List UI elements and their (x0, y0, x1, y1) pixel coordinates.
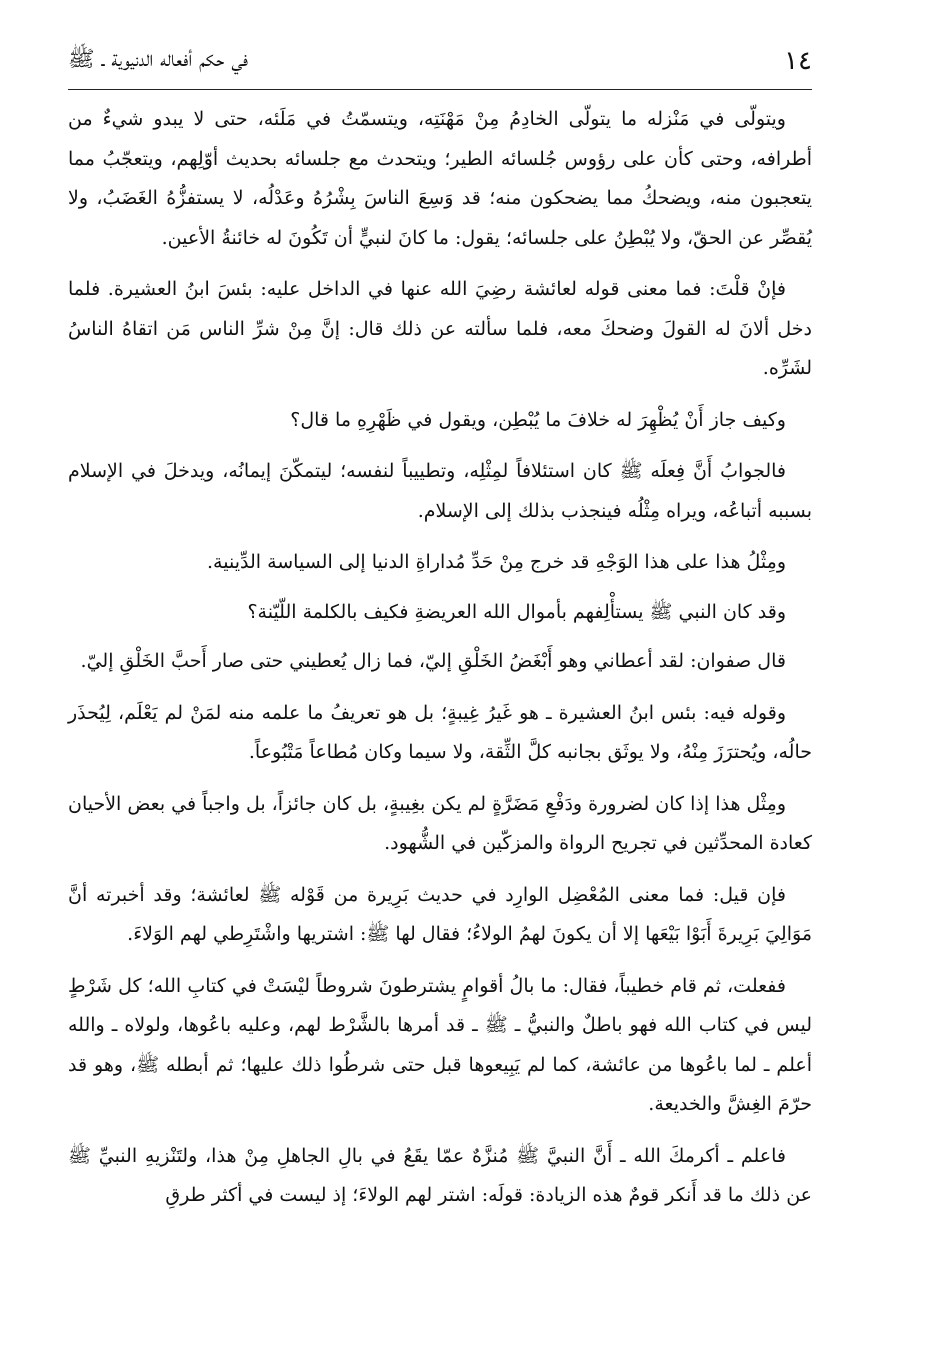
page-number: ١٤ (784, 46, 812, 76)
paragraph: وقوله فيه: بئس ابنُ العشيرة ـ هو غَيرُ غِيبةٍ؛ بل هو تعريفُ ما علمه منه لمَنْ لم يَعْلَم، لِيُحذَر حالُه، ويُحترَزَ مِنْهُ، ولا يوثَق بجانبه كلَّ الثِّقة، ولا سيما وكان مُطاعاً مَتْبُوعاً. (68, 701, 812, 763)
header-divider (68, 89, 812, 90)
paragraph: ومِثْل هذا إذا كان لضرورة ودَفْعِ مَضَرَّةٍ لم يكن بغِيبةٍ، بل كان جائزاً، بل واجباً في بعض الأحيان كعادة المحدِّثين في تجريح الرواة والمزكّين في الشُّهود. (68, 792, 812, 854)
paragraph: فإن قيل: فما معنى المُعْضِل الوارِد في حديث بَرِيرة من قَوْله ﷺ لعائشة؛ وقد أخبرته أنَّ مَوَالِيَ بَرِيرةَ أَبَوْا بَيْعَها إلا أن يكونَ لهمُ الولاءُ؛ فقال لها ﷺ: اشتريها واشْتَرِطي لهم الوَلاءَ. (68, 883, 812, 945)
paragraph: فاعلم ـ أكرمكَ الله ـ أَنَّ النبيَّ ﷺ مُنزَّهٌ عمّا يقَعُ في بالِ الجاهلِ مِنْ هذا، ولتَنْزيهِ النبيِّ ﷺ عن ذلك ما قد أَنكر قومٌ هذه الزيادة: قولَه: اشتر لهم الولاءَ؛ إذ ليست في أكثر طرقِ (68, 1144, 812, 1206)
page-body (68, 100, 812, 1228)
paragraph: قال صفوان: لقد أعطاني وهو أَبْغَضُ الخَلْقِ إليّ، فما زال يُعطيني حتى صار أَحبَّ الخَلْقِ إليّ. (80, 650, 786, 672)
paragraph: ويتولّى في مَنْزله ما يتولّى الخادِمُ مِنْ مَهْنَتِه، ويتسمّتُ في مَلَئه، حتى لا يبدو شيءٌ من أطرافه، وحتى كأن على رؤوس جُلسائه الطير؛ ويتحدث مع جلسائه بحديث أوّلِهم، ويتعجّبُ مما يتعجبون منه، ويضحكُ مما يضحكون منه؛ قد وَسِعَ الناسَ بِشْرُهُ وعَدْلُه، لا يستفزُّهُ الغَضَبُ، ولا يُقصِّر عن الحقّ، ولا يُبْطِنُ على جلسائه؛ يقول: ما كانَ لنبيٍّ أن تَكُونَ له خائنةُ الأعين. (68, 108, 812, 249)
running-title: في حكم أفعاله الدنيوية ـ ﷺ (68, 47, 249, 72)
paragraph: وكيف جاز أَنْ يُظْهِرَ له خلافَ ما يُبْطِن، ويقول في ظَهْرِهِ ما قال؟ (290, 408, 786, 431)
paragraph: فإنْ قلْتَ: فما معنى قوله لعائشة رضِيَ الله عنها في الداخل عليه: بئسَ ابنُ العشيرة. فلما دخل ألانَ له القولَ وضحكَ معه، فلما سألته عن ذلك قال: إنَّ مِنْ شرِّ الناس مَن اتقاهُ الناسُ لشَرِّه. (68, 278, 812, 379)
paragraph: فالجوابُ أَنَّ فِعلَه ﷺ كان استئلافاً لمِثْلِه، وتطييباً لنفسه؛ ليتمكّنَ إيمانُه، ويدخلَ في الإسلام بسببه أتباعُه، ويراه مِثْلُه فينجذب بذلك إلى الإسلام. (68, 460, 812, 522)
paragraph: ومِثْلُ هذا على هذا الوَجْهِ قد خرج مِنْ حَدِّ مُداراةِ الدنيا إلى السياسة الدِّينية. (207, 551, 786, 573)
paragraph: وقد كان النبي ﷺ يستأْلِفهم بأموال الله العريضةِ فكيف بالكلمة اللّيّنة؟ (247, 600, 786, 623)
paragraph: ففعلت، ثم قام خطيباً، فقال: ما بالُ أقوامٍ يشترطونَ شروطاً ليْسَتْ في كتابِ الله؛ كل شَرْطٍ ليس في كتاب الله فهو باطلٌ والنبيُّ ـ ﷺ ـ قد أمرها بالشَّرْط لهم، وعليه باعُوها، ولولاه ـ والله أعلم ـ لما باعُوها من عائشة، كما لم يَبِيعوها قبل حتى شرطُوا ذلك عليها؛ ثم أبطله ﷺ، وهو قد حرّمَ الغِشَّ والخديعة. (68, 974, 812, 1115)
page-header (68, 38, 812, 84)
